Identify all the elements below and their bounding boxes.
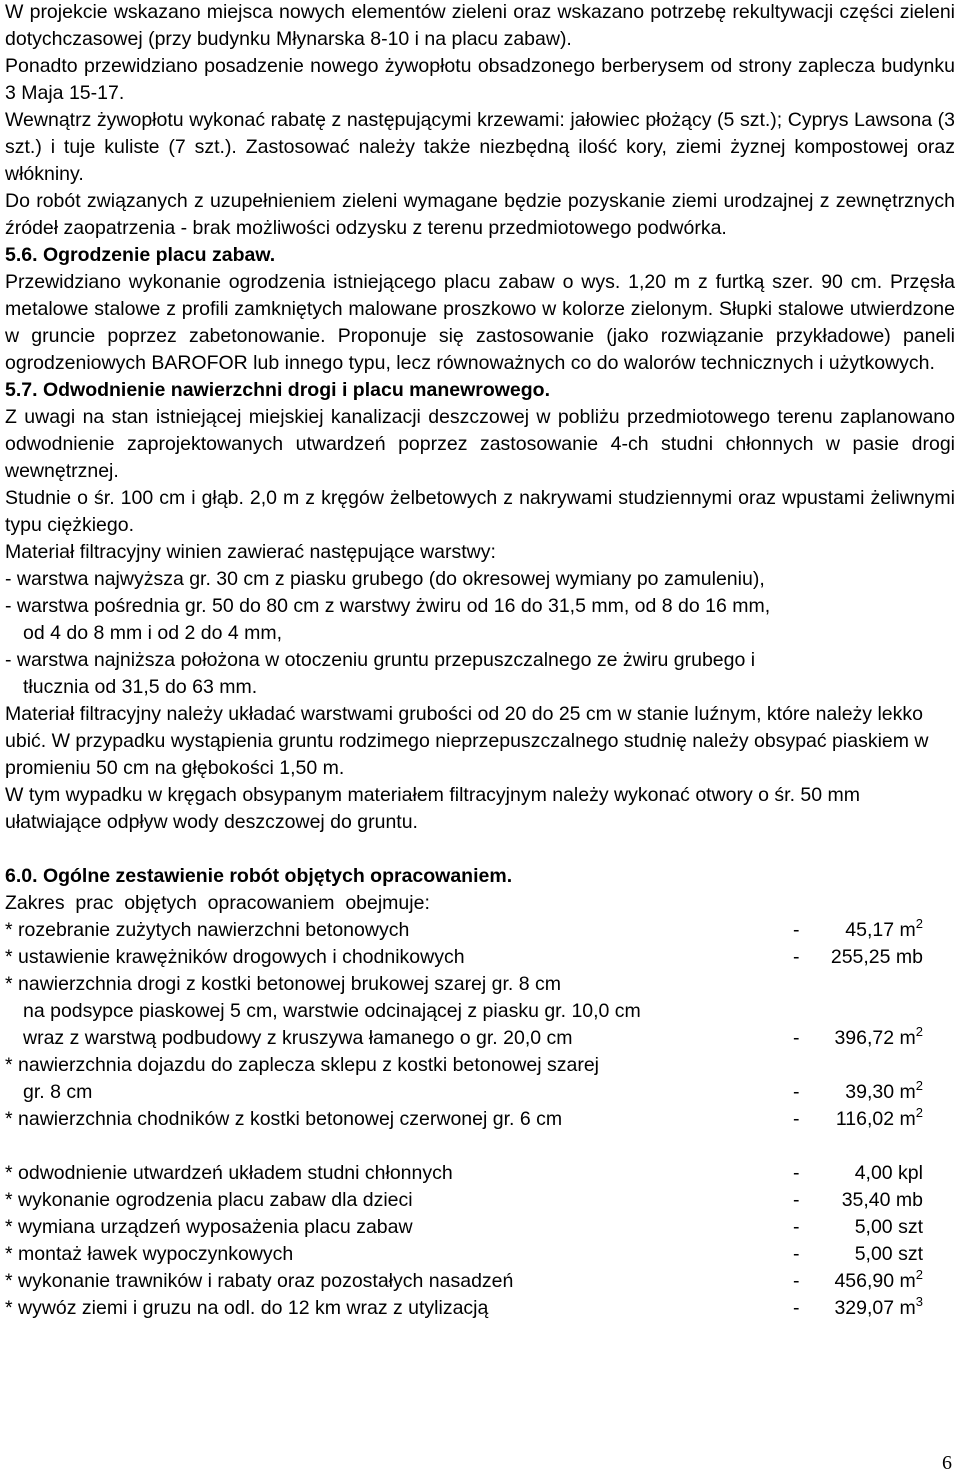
- paragraph-fence: Przewidziano wykonanie ogrodzenia istniejącego placu zabaw o wys. 1,20 m z furtką szer. 90 cm. Przęsła metalowe stalowe z profili zamkniętych malowane proszkowo w kolorze zielonym. Słupki stalowe utwierdzone w gruncie poprzez zabetonowanie. Proponuje się zastosowanie (jako rozwiązanie przykładowe) paneli ogrodzeniowych BAROFOR lub innego typu, lecz równoważnych co do walorów technicznych i użytkowych.: [5, 271, 955, 374]
- summary-intro: Zakres prac objętych opracowaniem obejmuje:: [5, 892, 430, 914]
- page-number: 6: [942, 1452, 952, 1474]
- works-item-dash: -: [793, 1108, 800, 1130]
- works-item-text: * rozebranie zużytych nawierzchni betonowych: [5, 919, 410, 941]
- works-item-text: * nawierzchnia dojazdu do zaplecza sklepu z kostki betonowej szarej: [5, 1054, 599, 1076]
- works-item-value: 5,00 szt: [854, 1216, 923, 1238]
- paragraph-openings: W tym wypadku w kręgach obsypanym materiałem filtracyjnym należy wykonać otwory o śr. 50 mm ułatwiające odpływ wody deszczowej do gruntu.: [5, 784, 861, 833]
- works-item-amount: [793, 1268, 923, 1295]
- works-item-amount: [793, 1241, 923, 1268]
- works-row: [5, 944, 923, 971]
- paragraph-hedge: Ponadto przewidziano posadzenie nowego żywopłotu obsadzonego berberysem od strony zaplecza budynku 3 Maja 15-17.: [5, 55, 955, 104]
- works-item-unit-exponent: 2: [915, 916, 923, 931]
- paragraph-drainage: Z uwagi na stan istniejącej miejskiej kanalizacji deszczowej w pobliżu przedmiotowego terenu zaplanowano odwodnienie zaprojektowanych utwardzeń poprzez zastosowanie 4-ch studni chłonnych w pasie drogi wewnętrznej.: [5, 406, 955, 482]
- paragraph-wells: Studnie o śr. 100 cm i głąb. 2,0 m z kręgów żelbetowych z nakrywami studziennymi oraz wpustami żeliwnymi typu ciężkiego.: [5, 487, 955, 536]
- works-row: [5, 1214, 923, 1241]
- works-item-text: na podsypce piaskowej 5 cm, warstwie odcinającej z piasku gr. 10,0 cm: [23, 1000, 641, 1022]
- works-row: [5, 917, 923, 944]
- works-item-amount: [793, 1025, 923, 1052]
- works-item-amount: [793, 1106, 923, 1133]
- works-item-amount: [793, 1079, 923, 1106]
- works-item-value: 35,40 mb: [841, 1189, 923, 1211]
- filter-layer-bottom: - warstwa najniższa położona w otoczeniu gruntu przepuszczalnego ze żwiru grubego i: [5, 649, 756, 671]
- works-item-dash: -: [793, 1243, 800, 1265]
- works-item-unit-exponent: 2: [915, 1105, 923, 1120]
- filter-layer-middle: - warstwa pośrednia gr. 50 do 80 cm z warstwy żwiru od 16 do 31,5 mm, od 8 do 16 mm,: [5, 595, 771, 617]
- works-item-text: * wymiana urządzeń wyposażenia placu zabaw: [5, 1216, 413, 1238]
- works-row: [5, 1025, 923, 1052]
- works-item-text: * nawierzchnia chodników z kostki betonowej czerwonej gr. 6 cm: [5, 1108, 563, 1130]
- works-item-text: * nawierzchnia drogi z kostki betonowej brukowej szarej gr. 8 cm: [5, 973, 562, 995]
- works-item-dash: -: [793, 1216, 800, 1238]
- paragraph-filter-layering: Materiał filtracyjny należy układać warstwami grubości od 20 do 25 cm w stanie luźnym, które należy lekko ubić. W przypadku wystąpienia gruntu rodzimego nieprzepuszczalnego studnię należy obsypać piaskiem w promieniu 50 cm na głębokości 1,50 m.: [5, 703, 929, 779]
- works-item-value: 5,00 szt: [854, 1243, 923, 1265]
- filter-layer-middle-cont: od 4 do 8 mm i od 2 do 4 mm,: [23, 622, 283, 644]
- works-item-dash: -: [793, 1189, 800, 1211]
- works-item-amount: [793, 1160, 923, 1187]
- works-item-value: 39,30 m: [845, 1081, 916, 1103]
- works-item-text: gr. 8 cm: [23, 1081, 93, 1103]
- works-row: [5, 1052, 923, 1079]
- works-item-text: * wywóz ziemi i gruzu na odl. do 12 km wraz z utylizacją: [5, 1297, 489, 1319]
- section-heading-fence: 5.6. Ogrodzenie placu zabaw.: [5, 244, 276, 266]
- works-item-unit-exponent: 2: [915, 1267, 923, 1282]
- works-row: [5, 1295, 923, 1322]
- paragraph-soil: Do robót związanych z uzupełnieniem zieleni wymagane będzie pozyskanie ziemi urodzajnej z zewnętrznych źródeł zaopatrzenia - brak możliwości odzysku z terenu przedmiotowego podwórka.: [5, 190, 955, 239]
- works-item-text: * ustawienie krawężników drogowych i chodnikowych: [5, 946, 465, 968]
- works-item-unit-exponent: 2: [915, 1078, 923, 1093]
- works-item-value: 456,90 m: [834, 1270, 916, 1292]
- works-row: [5, 1187, 923, 1214]
- works-row: [5, 1160, 923, 1187]
- paragraph-greenery: W projekcie wskazano miejsca nowych elementów zieleni oraz wskazano potrzebę rekultywacji części zieleni dotychczasowej (przy budynku Młynarska 8-10 i na placu zabaw).: [5, 1, 955, 50]
- works-item-text: wraz z warstwą podbudowy z kruszywa łamanego o gr. 20,0 cm: [23, 1027, 573, 1049]
- works-item-unit-exponent: 3: [915, 1294, 923, 1309]
- works-row: [5, 1079, 923, 1106]
- works-item-text: * montaż ławek wypoczynkowych: [5, 1243, 294, 1265]
- works-item-dash: -: [793, 1297, 800, 1319]
- works-item-text: * wykonanie ogrodzenia placu zabaw dla dzieci: [5, 1189, 413, 1211]
- works-item-value: 255,25 mb: [830, 946, 923, 968]
- spacer: [5, 836, 955, 863]
- section-heading-drainage: 5.7. Odwodnienie nawierzchni drogi i placu manewrowego.: [5, 379, 551, 401]
- works-item-dash: -: [793, 946, 800, 968]
- works-item-dash: -: [793, 1027, 800, 1049]
- paragraph-filter-intro: Materiał filtracyjny winien zawierać następujące warstwy:: [5, 541, 496, 563]
- works-row: [5, 1241, 923, 1268]
- works-item-amount: [793, 1295, 923, 1322]
- filter-layer-top: - warstwa najwyższa gr. 30 cm z piasku grubego (do okresowej wymiany po zamuleniu),: [5, 568, 765, 590]
- works-item-amount: [793, 917, 923, 944]
- works-item-unit-exponent: 2: [915, 1024, 923, 1039]
- works-list: [5, 917, 955, 1133]
- works-item-amount: [793, 1214, 923, 1241]
- works-item-dash: -: [793, 1162, 800, 1184]
- document-page: [5, 0, 955, 1322]
- works-row: [5, 998, 941, 1025]
- works-item-value: 329,07 m: [834, 1297, 916, 1319]
- works-item-value: 4,00 kpl: [854, 1162, 923, 1184]
- works-item-dash: -: [793, 919, 800, 941]
- works-row: [5, 1106, 923, 1133]
- section-heading-summary: 6.0. Ogólne zestawienie robót objętych opracowaniem.: [5, 865, 513, 887]
- works-list-2: [5, 1160, 955, 1322]
- works-item-amount: [793, 944, 923, 971]
- works-row: [5, 971, 923, 998]
- filter-layer-bottom-cont: tłucznia od 31,5 do 63 mm.: [23, 676, 258, 698]
- works-item-value: 45,17 m: [845, 919, 916, 941]
- works-row: [5, 1268, 923, 1295]
- works-item-value: 396,72 m: [834, 1027, 916, 1049]
- works-item-dash: -: [793, 1081, 800, 1103]
- works-item-dash: -: [793, 1270, 800, 1292]
- works-item-text: * odwodnienie utwardzeń układem studni chłonnych: [5, 1162, 453, 1184]
- works-item-text: * wykonanie trawników i rabaty oraz pozostałych nasadzeń: [5, 1270, 514, 1292]
- paragraph-shrubs: Wewnątrz żywopłotu wykonać rabatę z następującymi krzewami: jałowiec płożący (5 szt.); Cyprys Lawsona (3 szt.) i tuje kuliste (7 szt.). Zastosować należy także niezbędną ilość kory, ziemi żyznej kompostowej oraz włókniny.: [5, 109, 955, 185]
- spacer: [5, 1133, 955, 1160]
- works-item-amount: [793, 1187, 923, 1214]
- works-item-value: 116,02 m: [835, 1108, 916, 1130]
